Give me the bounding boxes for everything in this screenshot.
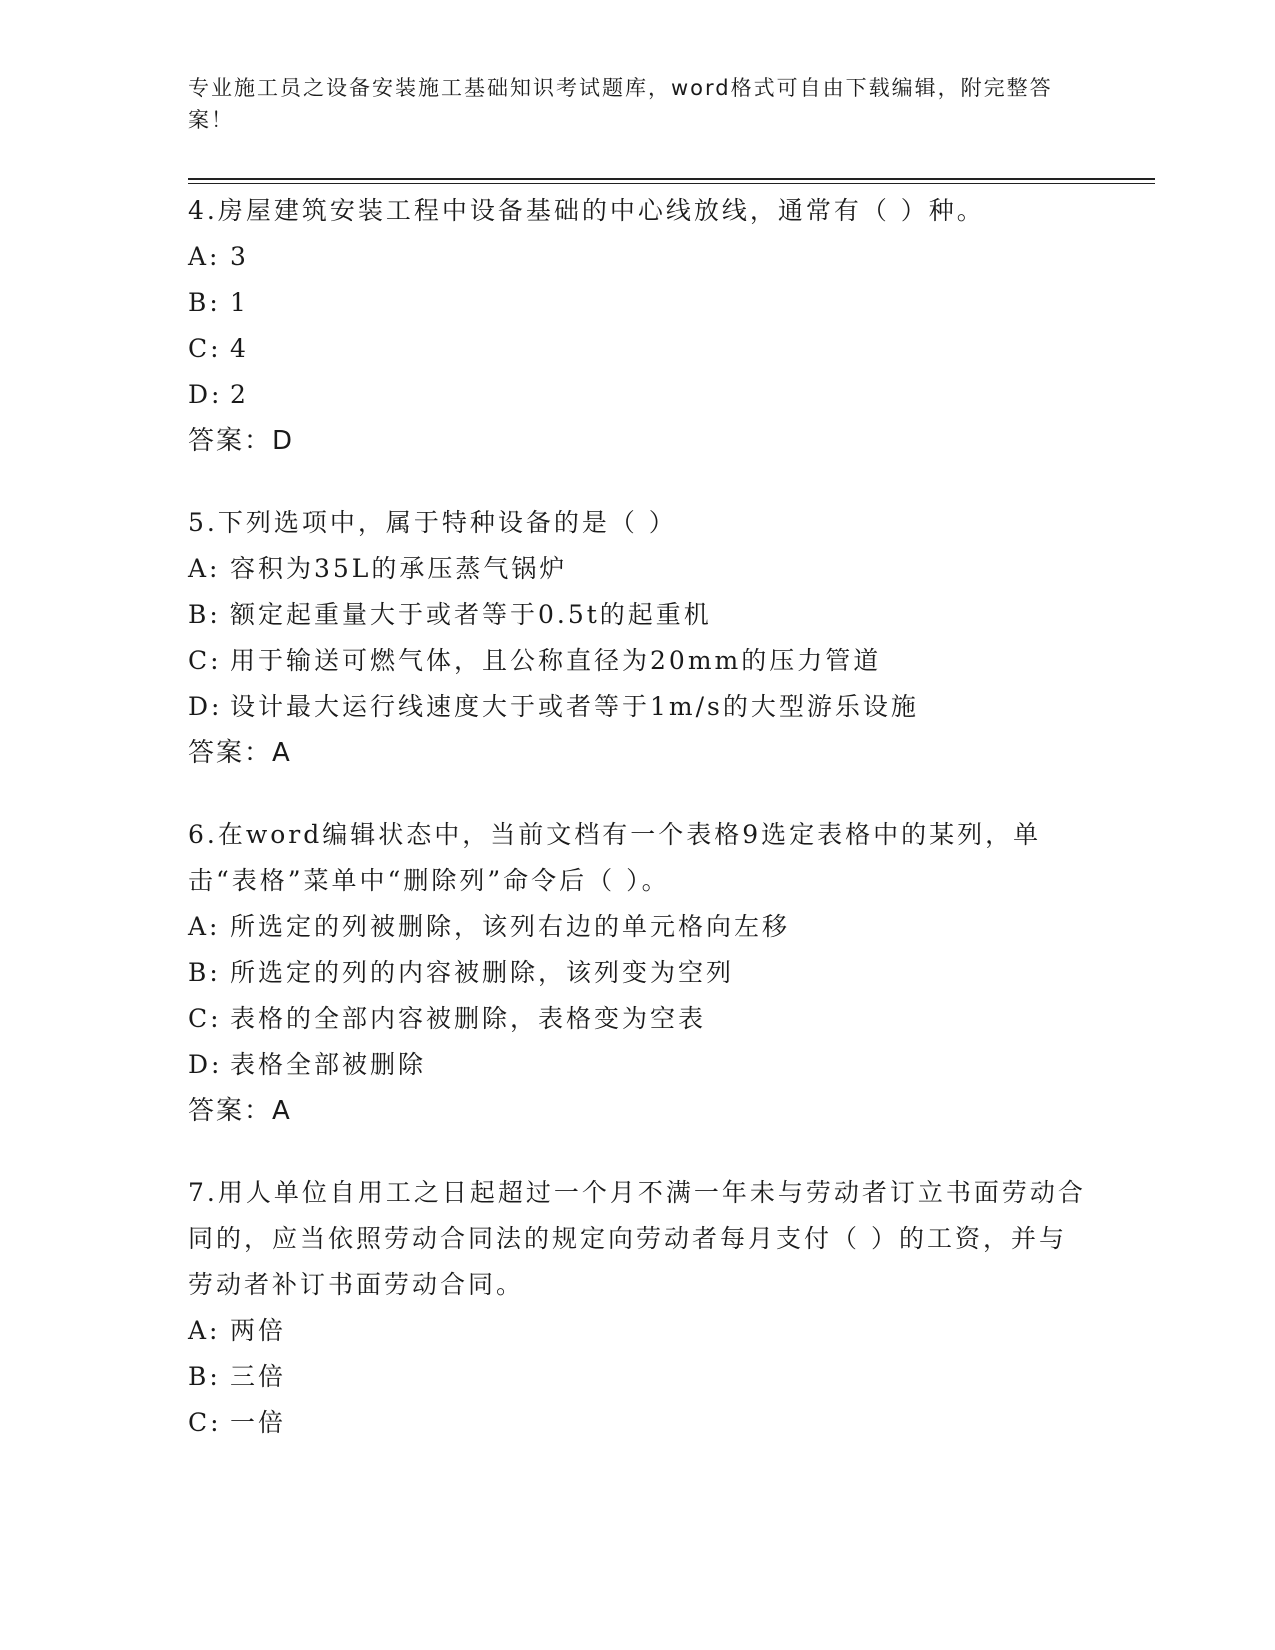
option-label: A: (188, 554, 221, 583)
option-b (188, 950, 1088, 996)
question-text: 7.用人单位自用工之日起超过一个月不满一年未与劳动者订立书面劳动合同的，应当依照劳动合同法的规定向劳动者每月支付（ ）的工资，并与劳动者补订书面劳动合同。 (188, 1178, 1086, 1299)
option-c (188, 638, 1088, 684)
option-label: B: (188, 288, 221, 317)
question-text: 5.下列选项中，属于特种设备的是（ ） (188, 508, 677, 537)
option-d (188, 372, 1088, 418)
option-label: D: (188, 1050, 223, 1079)
option-text: 3 (230, 242, 249, 271)
question-text: 4.房屋建筑安装工程中设备基础的中心线放线，通常有（ ）种。 (188, 196, 985, 225)
question-list (188, 188, 1088, 1482)
option-label: B: (188, 600, 221, 629)
option-text: 两倍 (230, 1316, 287, 1345)
option-label: C: (188, 1408, 222, 1437)
question-text: 6.在word编辑状态中，当前文档有一个表格9选定表格中的某列，单击“表格”菜单中“删除列”命令后（ ）。 (188, 820, 1042, 895)
option-label: B: (188, 958, 221, 987)
option-c (188, 326, 1088, 372)
option-text: 额定起重量大于或者等于0.5t的起重机 (230, 600, 712, 629)
option-text: 4 (230, 334, 249, 363)
option-c (188, 996, 1088, 1042)
option-label: D: (188, 692, 223, 721)
option-text: 一倍 (230, 1408, 287, 1437)
question-6 (188, 812, 1088, 1134)
document-header (188, 72, 1068, 136)
option-text: 设计最大运行线速度大于或者等于1m/s的大型游乐设施 (230, 692, 919, 721)
header-divider-thin (188, 183, 1155, 184)
question-4 (188, 188, 1088, 464)
question-5 (188, 500, 1088, 776)
option-label: A: (188, 912, 221, 941)
option-b (188, 1354, 1088, 1400)
option-a (188, 904, 1088, 950)
option-label: C: (188, 334, 222, 363)
answer-line: 答案：A (188, 738, 292, 768)
option-label: D: (188, 380, 223, 409)
option-text: 用于输送可燃气体，且公称直径为20mm的压力管道 (230, 646, 882, 675)
option-text: 容积为35L的承压蒸气锅炉 (230, 554, 568, 583)
header-divider-thick (188, 178, 1155, 180)
option-d (188, 1042, 1088, 1088)
option-a (188, 234, 1088, 280)
option-text: 表格的全部内容被删除，表格变为空表 (230, 1004, 707, 1033)
option-c (188, 1400, 1088, 1446)
option-text: 所选定的列被删除，该列右边的单元格向左移 (230, 912, 791, 941)
document-title: 专业施工员之设备安装施工基础知识考试题库，word格式可自由下载编辑，附完整答案！ (188, 76, 1053, 132)
question-7 (188, 1170, 1088, 1446)
option-text: 表格全部被删除 (230, 1050, 427, 1079)
answer-line: 答案：D (188, 426, 295, 456)
option-text: 所选定的列的内容被删除，该列变为空列 (230, 958, 735, 987)
option-a (188, 1308, 1088, 1354)
option-label: A: (188, 1316, 221, 1345)
option-text: 三倍 (230, 1362, 287, 1391)
answer-line: 答案：A (188, 1096, 292, 1126)
option-label: B: (188, 1362, 221, 1391)
option-text: 1 (230, 288, 249, 317)
option-label: A: (188, 242, 221, 271)
option-b (188, 592, 1088, 638)
option-label: C: (188, 1004, 222, 1033)
option-b (188, 280, 1088, 326)
option-d (188, 684, 1088, 730)
option-text: 2 (230, 380, 249, 409)
option-label: C: (188, 646, 222, 675)
option-a (188, 546, 1088, 592)
